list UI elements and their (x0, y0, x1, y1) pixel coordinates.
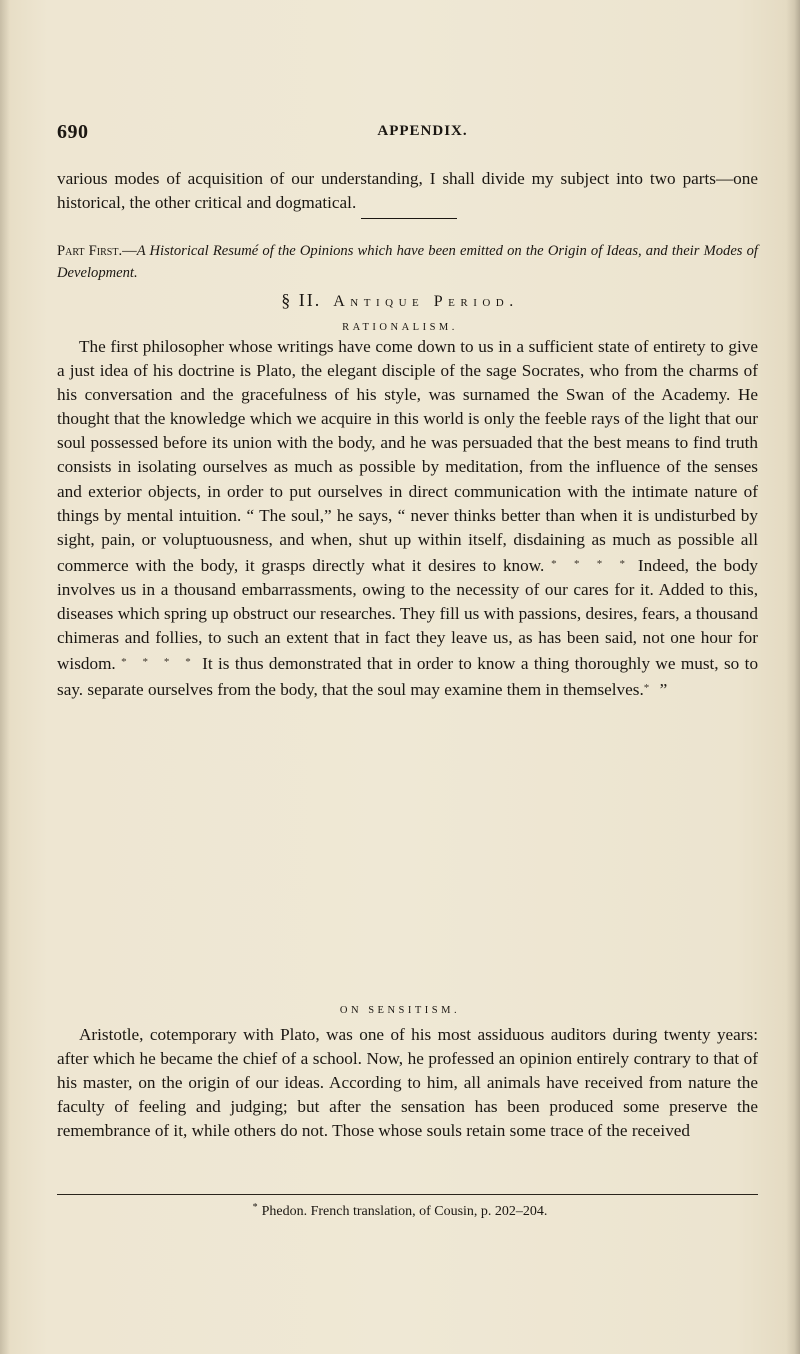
section-heading (0, 290, 800, 311)
plato-paragraph-part1: The first philosopher whose writings have come down to us in a sufficient state of entirety to give a just idea of his doctrine is Plato, the elegant disciple of the sage Socrates, who from the charms of his conversation and the gracefulness of his style, was surnamed the Swan of the Academy. He thought that the knowledge which we acquire in this world is only the feeble rays of the light that our soul possessed before its union with the body, and he was persuaded that the best means to find truth consists in isolating ourselves as much as possible by meditation, from the influence of the senses and exterior objects, in order to put ourselves in direct communication with the intimate nature of things by mental intuition. “ The soul,” he says, “ never thinks better than when it is undisturbed by sight, pain, or voluptuousness, and when, shut up within itself, disdaining as much as possible all commerce with the body, it grasps directly what it desires to know. (57, 337, 758, 575)
part-heading (57, 240, 758, 284)
plato-paragraph-part3: It is thus demonstrated that in order to know a thing thoroughly we must, so to say. separate ourselves from the body, that the soul may examine them in themselves. (57, 654, 759, 700)
footnote-text: Phedon. French translation, of Cousin, p. 202–204. (261, 1204, 548, 1219)
subhead-sensitism: ON SENSITISM. (339, 1005, 461, 1016)
footnote (0, 1202, 800, 1220)
section-divider-rule (361, 218, 457, 219)
ellipsis-stars-1: * * * * (551, 557, 632, 570)
plato-paragraph-part2: Indeed, the body involves us in a thousand embarrassments, owing to the necessity of our cares for it. Added to this, diseases which spring up obstruct our researches. They fill us with passions, desires, fears, a thousand chimeras and follies, to such an extent that in fact they leave us, as has been said, not one hour for wisdom. (57, 555, 759, 674)
page-gutter-shadow (0, 0, 10, 1354)
section-mark: § II. (281, 290, 322, 310)
running-head-title: APPENDIX. (377, 123, 468, 139)
footnote-reference-mark: * (643, 682, 656, 695)
intro-paragraph-block (57, 167, 758, 215)
aristotle-paragraph-block (57, 1023, 758, 1143)
plato-paragraph-block (57, 335, 758, 702)
closing-quote: ” (655, 680, 668, 700)
subhead-rationalism: RATIONALISM. (342, 322, 458, 333)
plato-paragraph (57, 335, 758, 702)
part-label: Part First. (57, 243, 123, 259)
page-edge-shadow (786, 0, 800, 1354)
part-dash: — (122, 243, 137, 259)
footnote-mark: * (252, 1202, 258, 1213)
ellipsis-stars-2: * * * * (121, 656, 197, 669)
section-title: Antique Period. (333, 293, 519, 310)
aristotle-paragraph: Aristotle, cotemporary with Plato, was one of his most assiduous auditors during twenty years: after which he became the chief of a school. Now, he professed an opinion entirely contrary to that of his master, on the origin of our ideas. According to him, all animals have received from nature the faculty of feeling and judging; but after the sensation has been produced some preserve the remembrance of it, while others do not. Those whose souls retain some trace of the received (57, 1025, 758, 1141)
part-title: A Historical Resumé of the Opinions which have been emitted on the Origin of Ideas, and their Modes of Development. (57, 243, 758, 281)
intro-paragraph: various modes of acquisition of our understanding, I shall divide my subject into two parts—one historical, the other critical and dogmatical. (57, 169, 758, 213)
running-head (57, 121, 758, 145)
footnote-rule (57, 1194, 758, 1195)
page-number: 690 (57, 121, 89, 143)
